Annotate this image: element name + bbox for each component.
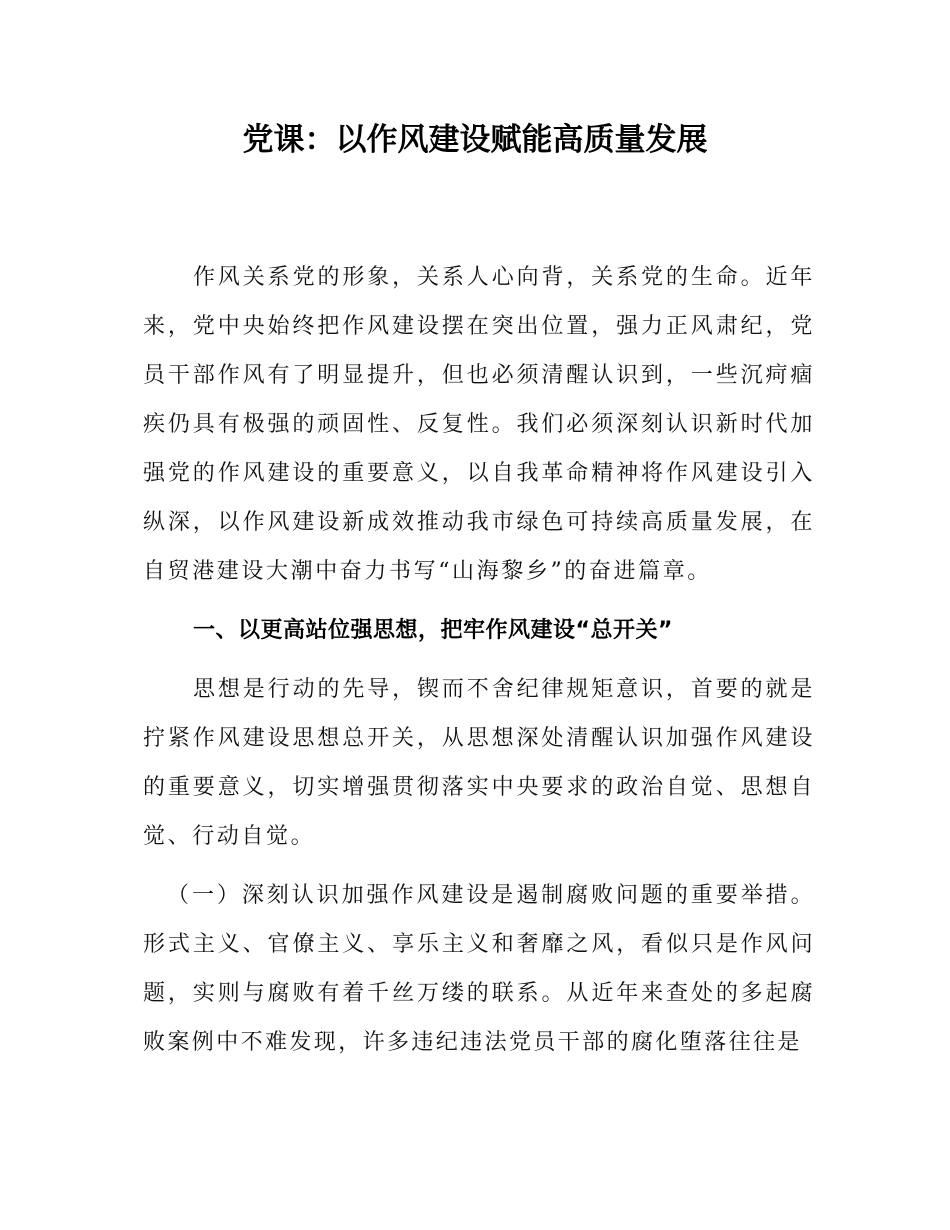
intro-paragraph: 作风关系党的形象，关系人心向背，关系党的生命。近年来，党中央始终把作风建设摆在突出位置，强力正风肃纪，党员干部作风有了明显提升，但也必须清醒认识到，一些沉疴痼疾仍具有极强的顽固性、反复性。我们必须深刻认识新时代加强党的作风建设的重要意义，以自我革命精神将作风建设引入纵深，以作风建设新成效推动我市绿色可持续高质量发展，在自贸港建设大潮中奋力书写“山海黎乡”的奋进篇章。 — [143, 265, 815, 584]
section-1-paragraph: 思想是行动的先导，锲而不舍纪律规矩意识，首要的就是拧紧作风建设思想总开关，从思想深处清醒认识加强作风建设的重要意义，切实增强贯彻落实中央要求的政治自觉、思想自觉、行动自觉。 — [143, 677, 815, 849]
subsection-1-paragraph: （一）深刻认识加强作风建设是遏制腐败问题的重要举措。形式主义、官僚主义、享乐主义和奢靡之风，看似只是作风问题，实则与腐败有着千丝万缕的联系。从近年来查处的多起腐败案例中不难发现，许多违纪违法党员干部的腐化堕落往往是 — [143, 883, 815, 1055]
document-title: 党课：以作风建设赋能高质量发展 — [242, 122, 708, 158]
section-heading-1: 一、以更高站位强思想，把牢作风建设“总开关” — [193, 618, 673, 643]
document-body — [143, 253, 815, 1067]
